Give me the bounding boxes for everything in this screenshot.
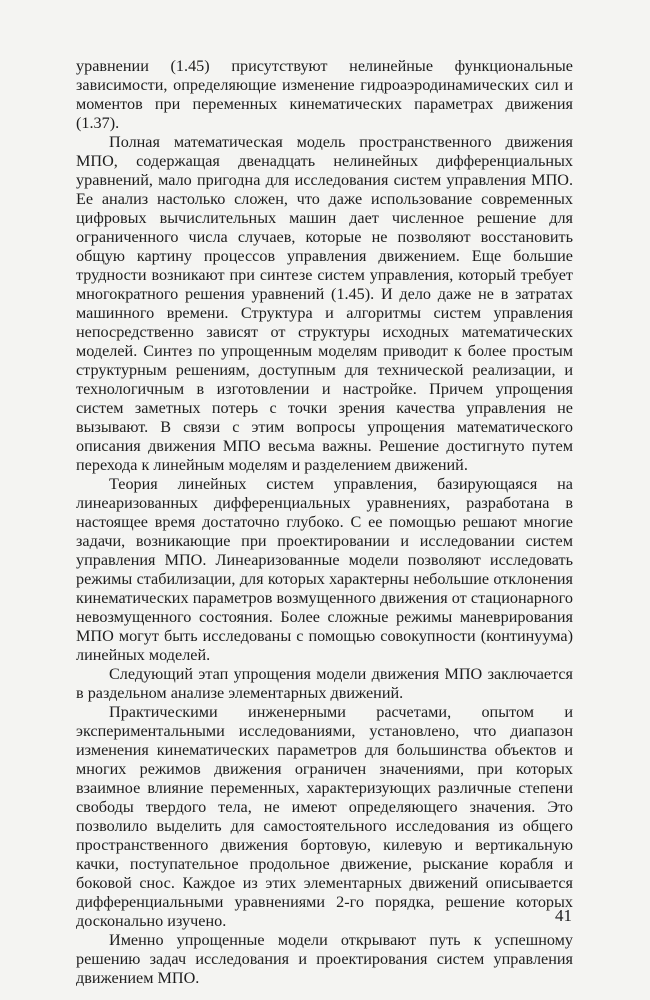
- paragraph-practical-calculations: Практическими инженерными расчетами, опытом и экспериментальными исследованиями, установлено, что диапазон изменения кинематических параметров для большинства объектов и многих режимов движения ограничен значениями, при которых взаимное влияние переменных, характеризующих различные степени свободы твердого тела, не имеют определяющего значения. Это позволило выделить для самостоятельного исследования из общего пространственного движения бортовую, килевую и вертикальную качки, поступательное продольное движение, рыскание корабля и боковой снос. Каждое из этих элементарных движений описывается дифференциальными уравнениями 2-го порядка, решение которых досконально изучено.: [76, 703, 573, 930]
- paragraph-full-model: Полная математическая модель пространственного движения МПО, содержащая двенадцать нелинейных дифференциальных уравнений, мало пригодна для исследования систем управления МПО. Ее анализ настолько сложен, что даже использование современных цифровых вычислительных машин дает численное решение для ограниченного числа случаев, которые не позволяют восстановить общую картину процессов управления движением. Еще большие трудности возникают при синтезе систем управления, который требует многократного решения уравнений (1.45). И дело даже не в затратах машинного времени. Структура и алгоритмы систем управления непосредственно зависят от структуры исходных математических моделей. Синтез по упрощенным моделям приводит к более простым структурным решениям, доступным для технической реализации, и технологичным в изготовлении и настройке. Причем упрощения систем заметных потерь с точки зрения качества управления не вызывают. В связи с этим вопросы упрощения математического описания движения МПО весьма важны. Решение достигнуто путем перехода к линейным моделям и разделением движений.: [76, 133, 573, 474]
- paragraph-next-stage: Следующий этап упрощения модели движения МПО заключается в раздельном анализе элементарных движений.: [76, 665, 573, 702]
- paragraph-continuation: уравнении (1.45) присутствуют нелинейные функциональные зависимости, определяющие изменение гидроаэродинамических сил и моментов при переменных кинематических параметрах движения (1.37).: [76, 57, 573, 132]
- paragraph-simplified-models: Именно упрощенные модели открывают путь к успешному решению задач исследования и проектирования систем управления движением МПО.: [76, 931, 573, 987]
- paragraph-linear-theory: Теория линейных систем управления, базирующаяся на линеаризованных дифференциальных уравнениях, разработана в настоящее время достаточно глубоко. С ее помощью решают многие задачи, возникающие при проектировании и исследовании систем управления МПО. Линеаризованные модели позволяют исследовать режимы стабилизации, для которых характерны небольшие отклонения кинематических параметров возмущенного движения от стационарного невозмущенного состояния. Более сложные режимы маневрирования МПО могут быть исследованы с помощью совокупности (континуума) линейных моделей.: [76, 475, 573, 664]
- page-number: 41: [555, 906, 572, 925]
- body-text: [76, 57, 573, 988]
